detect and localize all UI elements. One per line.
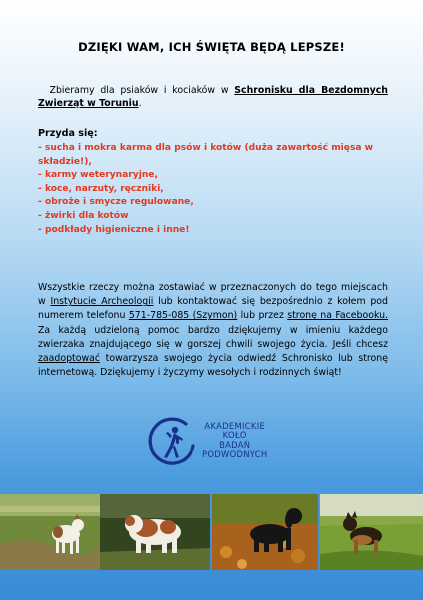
dog-photo-2 <box>100 494 210 570</box>
diver-circle-icon <box>146 416 198 468</box>
dog-photo-4 <box>320 494 423 570</box>
club-name-line: AKADEMICKIE <box>204 421 266 431</box>
needs-item: - koce, narzuty, ręczniki, <box>38 183 164 194</box>
needs-item: - karmy weterynaryjne, <box>38 170 158 181</box>
phone-link[interactable]: 571-785-085 (Szymon) <box>128 310 238 322</box>
body-paragraph <box>38 281 388 380</box>
body-text-1: Wszystkie rzeczy można zostawiać w przeznaczonych do tego miejscach w <box>38 282 388 308</box>
club-logo <box>146 415 296 475</box>
club-name-line: KOŁO <box>222 430 247 441</box>
club-name-line: PODWODNYCH <box>202 449 268 460</box>
intro-end: . <box>138 98 142 109</box>
club-name-line: BADAŃ <box>219 439 251 450</box>
needs-item: - żwirki dla kotów <box>38 210 129 221</box>
intro-text: Zbieramy dla psiaków i kociaków w <box>49 85 235 96</box>
needs-item: - obroże i smycze regulowane, <box>38 197 194 208</box>
body-text-4: Za każdą udzieloną pomoc bardzo dziękujemy w imieniu każdego zwierzaka znajdującego się w gorszej chwili swojego życia. Jeśli chcesz <box>38 324 388 350</box>
club-name <box>202 422 267 460</box>
dog-photo-1 <box>0 494 100 570</box>
intro-paragraph <box>38 84 388 110</box>
needs-list <box>38 142 388 237</box>
photo-strip <box>0 494 423 570</box>
facebook-link[interactable]: stronę na Facebooku. <box>287 310 389 322</box>
adopt-link[interactable]: zaadoptować <box>38 353 101 365</box>
needs-item: - podkłady higieniczne i inne! <box>38 224 190 235</box>
shelter-link[interactable]: Schronisku dla Bezdomnych Zwierząt w Toruniu <box>38 85 388 109</box>
body-text-2: lub kontaktować się bezpośrednio z kołem pod numerem telefonu <box>38 296 388 322</box>
needs-heading: Przyda się: <box>38 128 98 139</box>
body-text-3: lub przez <box>237 310 288 322</box>
institute-link[interactable]: Instytucie Archeologii <box>50 296 154 308</box>
needs-item: - sucha i mokra karma dla psów i kotów (duża zawartość mięsa w składzie!), <box>38 143 374 167</box>
body-text-5: towarzysza swojego życia odwiedź Schronisko lub stronę internetową. Dziękujemy i życzymy wesołych i rodzinnych świąt! <box>38 353 388 379</box>
poster-title: DZIĘKI WAM, ICH ŚWIĘTA BĘDĄ LEPSZE! <box>78 40 345 54</box>
dog-photo-3 <box>212 494 318 570</box>
